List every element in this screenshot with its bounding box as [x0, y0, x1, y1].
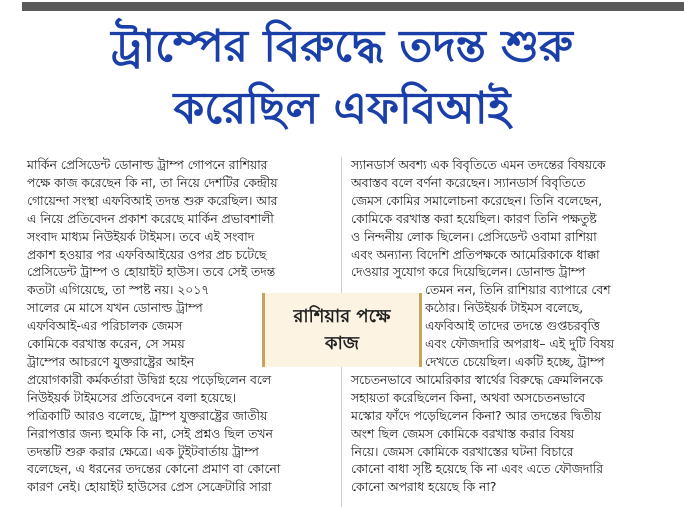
- article-line: তেমন নন, তিনি রাশিয়ার ব্যাপারে বেশ: [425, 283, 611, 298]
- article-line: সালের মে মাসে যখন ডোনাল্ড ট্রাম্প: [27, 301, 203, 316]
- article-line: অবাস্তব বলে বর্ণনা করেছেন। স্যানডার্স বিবৃতিতে: [351, 175, 586, 190]
- article-line: জেমস কোমির সমালোচনা করেছেন। তিনি বলেছেন,: [351, 193, 603, 208]
- article-line: এবং ফৌজদারি অপরাধ– এই দুটি বিষয়: [425, 337, 615, 352]
- article-line: সংবাদ মাধ্যম নিউইয়র্ক টাইমস। তবে এই সংবাদ: [27, 229, 255, 244]
- article-line: সহায়তা করেছিলেন কিনা, অথবা অসচেতনভাবে: [351, 390, 585, 405]
- article-line: স্যানডার্স অবশ্য এক বিবৃতিতে এমন তদন্তের বিষয়কে: [351, 158, 606, 172]
- pull-quote-line-2: কাজ: [325, 333, 359, 354]
- pull-quote-line-1: রাশিয়ার পক্ষে: [293, 306, 391, 327]
- article-line: গোয়েন্দা সংস্থা এফবিআই তদন্ত শুরু করেছিল। আর: [27, 193, 278, 208]
- article-line: এফবিআই-এর পরিচালক জেমস: [27, 319, 183, 334]
- article-line: প্রেসিডেন্ট ট্রাম্প ও হোয়াইট হাউস। তবে সেই তদন্ত: [27, 265, 276, 280]
- article-line: কোনো বাধা সৃষ্টি হয়েছে কি না এবং এতে ফৌজদারি: [351, 462, 604, 477]
- article-line: সচেতনভাবে আমেরিকার স্বার্থের বিরুদ্ধে ক্রেমলিনকে: [351, 372, 603, 387]
- top-rule-bar: [22, 2, 684, 11]
- article-line: কারণ নেই। হোয়াইট হাউসের প্রেস সেক্রেটারি সারা: [27, 480, 272, 495]
- article-line: দেওয়ার সুযোগ করে দিয়েছিলেন। ডোনাল্ড ট্রাম্প: [351, 265, 586, 280]
- article-line: পক্ষে কাজ করেছেন কি না, তা নিয়ে দেশটির কেন্দ্রীয়: [27, 175, 278, 190]
- article-line: কঠোর। নিউইয়র্ক টাইমস বলেছে,: [425, 301, 584, 316]
- article-line: নিয়ে। জেমস কোমিকে বরখাস্তের ঘটনা বিচারে: [351, 444, 574, 459]
- article-line: কোনো অপরাধ হয়েছে কি না?: [351, 480, 497, 495]
- headline: [0, 16, 684, 154]
- article-line: অংশ ছিল জেমস কোমিকে বরখাস্ত করার বিষয়: [351, 426, 574, 441]
- article-line: দেখতে চেয়েছিল। একটি হচ্ছে, ট্রাম্প: [425, 354, 605, 369]
- article-line: কোমিকে বরখাস্ত করেন, সে সময়: [27, 337, 185, 352]
- article-line: প্রকাশ হওয়ার পর এফবিআইয়ের ওপর প্রচ চটেছে: [27, 247, 267, 262]
- article-line: এ নিয়ে প্রতিবেদন প্রকাশ করেছে মার্কিন প্রভাবশালী: [27, 211, 274, 226]
- article-line: মার্কিন প্রেসিডেন্ট ডোনাল্ড ট্রাম্প গোপনে রাশিয়ার: [27, 158, 268, 172]
- article-line: কতটা এগিয়েছে, তা স্পষ্ট নয়। ২০১৭: [27, 283, 210, 298]
- article-line: নিউইয়র্ক টাইমসের প্রতিবেদনে বলা হয়েছে।: [27, 390, 237, 405]
- article-line: এবং অন্যান্য বিদেশি প্রতিপক্ষকে আমেরিকাকে ধাক্কা: [351, 247, 600, 262]
- pull-quote: [262, 293, 422, 367]
- article-line: কোমিকে বরখাস্ত করা হয়েছিল। কারণ তিনি পক্ষতুষ্ট: [351, 211, 597, 226]
- article-line: প্রয়োগকারী কর্মকর্তারা উদ্বিগ্ন হয়ে পড়েছিলেন বলে: [27, 372, 272, 387]
- article-line: ট্রাম্পের আচরণে যুক্তরাষ্ট্রের আইন: [27, 354, 195, 369]
- article-line: তদন্তটি শুরু করার ক্ষেত্রে। এক টুইটবার্তায় ট্রাম্প: [27, 444, 259, 459]
- article-line: ও নিন্দনীয় লোক ছিলেন। প্রেসিডেন্ট ওবামা রাশিয়া: [351, 229, 597, 244]
- article-line: নিরাপত্তার জন্য হুমকি কি না, সেই প্রশ্নও ছিল তখন: [27, 426, 273, 441]
- headline-line-1: ট্রাম্পের বিরুদ্ধে তদন্ত শুরু: [111, 21, 573, 72]
- article-line: মস্কোর ফাঁদে পড়েছিলেন কিনা? আর তদন্তের দ্বিতীয়: [351, 408, 602, 423]
- headline-line-2: করেছিল এফবিআই: [173, 83, 511, 134]
- article-line: পত্রিকাটি আরও বলেছে, ট্রাম্প যুক্তরাষ্ট্রের জাতীয়: [27, 408, 268, 423]
- article-line: বলেছেন, এ ধরনের তদন্তের কোনো প্রমাণ বা কোনো: [27, 462, 281, 477]
- article-line: এফবিআই তাদের তদন্তে গুপ্তচরবৃত্তি: [425, 319, 600, 334]
